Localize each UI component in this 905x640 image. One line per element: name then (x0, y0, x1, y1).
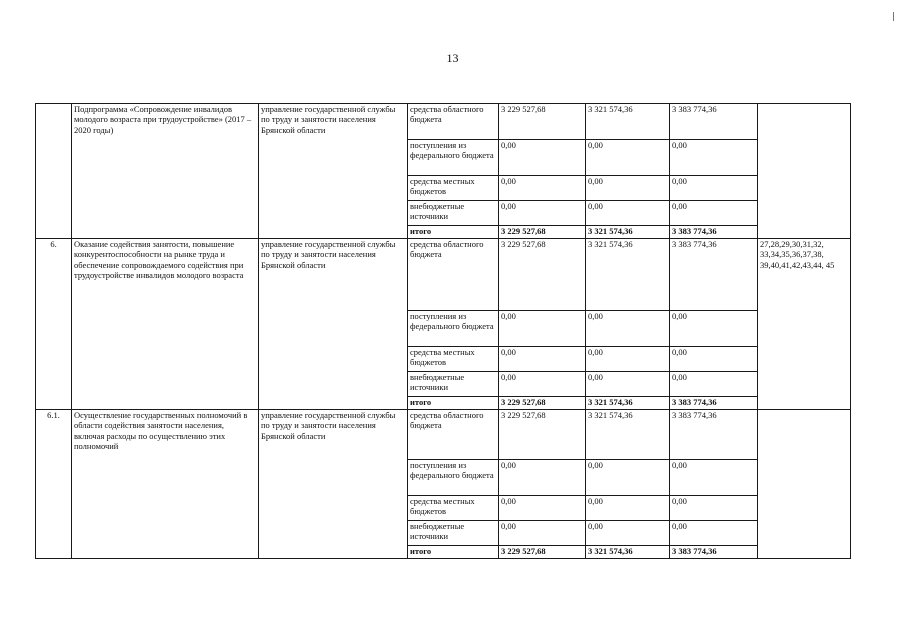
amount-2020: 0,00 (670, 311, 758, 347)
amount-2019: 0,00 (586, 372, 670, 397)
amount-2018-total: 3 229 527,68 (499, 397, 586, 410)
source-label-total: итого (408, 397, 499, 410)
amount-2020: 0,00 (670, 176, 758, 201)
amount-2019: 0,00 (586, 460, 670, 496)
amount-2019: 0,00 (586, 311, 670, 347)
amount-2019: 3 321 574,36 (586, 104, 670, 140)
amount-2020: 0,00 (670, 460, 758, 496)
amount-2018: 3 229 527,68 (499, 104, 586, 140)
measure-name: Подпрограмма «Сопровождение инвалидов молодого возраста при трудоустройстве» (2017 – 2020 годы) (72, 104, 259, 239)
amount-2019: 0,00 (586, 176, 670, 201)
amount-2018: 0,00 (499, 460, 586, 496)
budget-table (35, 103, 851, 559)
source-label-total: итого (408, 226, 499, 239)
amount-2019: 3 321 574,36 (586, 410, 670, 460)
amount-2020: 0,00 (670, 496, 758, 521)
amount-2019: 0,00 (586, 347, 670, 372)
executor: управление государственной службы по труду и занятости населения Брянской области (259, 104, 408, 239)
table-row (36, 239, 851, 311)
amount-2018: 0,00 (499, 521, 586, 546)
source-label: средства местных бюджетов (408, 496, 499, 521)
indicator-numbers (758, 104, 851, 239)
amount-2020: 0,00 (670, 201, 758, 226)
amount-2020: 3 383 774,36 (670, 410, 758, 460)
row-number (36, 104, 72, 239)
amount-2018: 0,00 (499, 140, 586, 176)
measure-name: Осуществление государственных полномочий в области содействия занятости населения, включая расходы по осуществлению этих полномочий (72, 410, 259, 559)
amount-2019: 0,00 (586, 140, 670, 176)
source-label-total: итого (408, 546, 499, 559)
page-number: 13 (446, 51, 459, 65)
amount-2020: 0,00 (670, 521, 758, 546)
amount-2018: 0,00 (499, 496, 586, 521)
amount-2020: 0,00 (670, 372, 758, 397)
source-label: внебюджетные источники (408, 372, 499, 397)
indicator-numbers: 27,28,29,30,31,32, 33,34,35,36,37,38, 39,40,41,42,43,44, 45 (758, 239, 851, 410)
amount-2018-total: 3 229 527,68 (499, 226, 586, 239)
amount-2019: 0,00 (586, 201, 670, 226)
source-label: средства местных бюджетов (408, 176, 499, 201)
executor: управление государственной службы по труду и занятости населения Брянской области (259, 410, 408, 559)
amount-2018: 0,00 (499, 201, 586, 226)
row-number: 6. (36, 239, 72, 410)
amount-2018: 0,00 (499, 176, 586, 201)
amount-2018-total: 3 229 527,68 (499, 546, 586, 559)
amount-2020: 0,00 (670, 140, 758, 176)
source-label: внебюджетные источники (408, 201, 499, 226)
amount-2020: 3 383 774,36 (670, 239, 758, 311)
row-number: 6.1. (36, 410, 72, 559)
source-label: поступления из федерального бюджета (408, 140, 499, 176)
amount-2018: 0,00 (499, 311, 586, 347)
amount-2018: 0,00 (499, 372, 586, 397)
amount-2020-total: 3 383 774,36 (670, 546, 758, 559)
source-label: средства областного бюджета (408, 410, 499, 460)
table-row (36, 104, 851, 140)
indicator-numbers (758, 410, 851, 559)
scan-edge-mark (893, 12, 894, 21)
amount-2019: 3 321 574,36 (586, 239, 670, 311)
amount-2019: 0,00 (586, 496, 670, 521)
amount-2019-total: 3 321 574,36 (586, 546, 670, 559)
measure-name: Оказание содействия занятости, повышение конкурентоспособности на рынке труда и обеспечение сопровождаемого содействия при трудоустройстве инвалидов молодого возраста (72, 239, 259, 410)
source-label: поступления из федерального бюджета (408, 460, 499, 496)
source-label: поступления из федерального бюджета (408, 311, 499, 347)
amount-2020-total: 3 383 774,36 (670, 397, 758, 410)
amount-2019-total: 3 321 574,36 (586, 226, 670, 239)
executor: управление государственной службы по труду и занятости населения Брянской области (259, 239, 408, 410)
amount-2019-total: 3 321 574,36 (586, 397, 670, 410)
source-label: внебюджетные источники (408, 521, 499, 546)
source-label: средства областного бюджета (408, 239, 499, 311)
amount-2019: 0,00 (586, 521, 670, 546)
amount-2020: 0,00 (670, 347, 758, 372)
source-label: средства областного бюджета (408, 104, 499, 140)
source-label: средства местных бюджетов (408, 347, 499, 372)
table-row (36, 410, 851, 460)
amount-2018: 3 229 527,68 (499, 239, 586, 311)
amount-2018: 3 229 527,68 (499, 410, 586, 460)
amount-2020-total: 3 383 774,36 (670, 226, 758, 239)
amount-2018: 0,00 (499, 347, 586, 372)
amount-2020: 3 383 774,36 (670, 104, 758, 140)
